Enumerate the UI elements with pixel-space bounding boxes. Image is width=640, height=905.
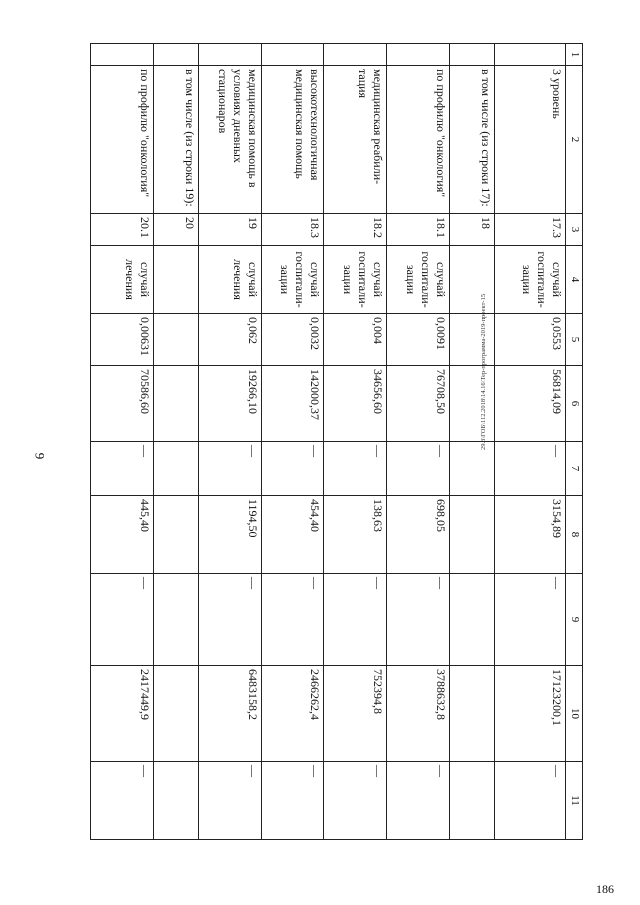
table-cell: 2466262,4 — [261, 666, 324, 762]
table-cell — [450, 666, 495, 762]
table-cell — [450, 44, 495, 66]
table-cell: — — [494, 442, 565, 496]
col-header: 11 — [566, 762, 583, 840]
rotated-table-container — [90, 43, 583, 839]
table-cell: — — [261, 762, 324, 840]
table-cell: 752394,8 — [324, 666, 387, 762]
table-cell: 0,062 — [198, 314, 261, 366]
table-cell: 0,0553 — [494, 314, 565, 366]
table-cell — [153, 246, 198, 314]
table-cell: по профилю "онкология" — [387, 66, 450, 214]
table-cell — [153, 314, 198, 366]
table-cell: 698,05 — [387, 496, 450, 574]
table-cell: 0,0091 — [387, 314, 450, 366]
table-cell: 19 — [198, 214, 261, 246]
table-cell: 0,0032 — [261, 314, 324, 366]
table-cell: 138,63 — [324, 496, 387, 574]
table-cell — [91, 44, 154, 66]
table-cell: 34656,60 — [324, 366, 387, 442]
col-header: 2 — [566, 66, 583, 214]
table-cell: в том числе (из строки 19): — [153, 66, 198, 214]
folio-number: 186 — [596, 882, 614, 896]
table-cell — [450, 442, 495, 496]
table-cell: 0,004 — [324, 314, 387, 366]
table-cell: — — [198, 574, 261, 666]
table-cell — [153, 366, 198, 442]
table-cell — [261, 44, 324, 66]
col-header: 6 — [566, 366, 583, 442]
table-cell: — — [198, 762, 261, 840]
col-header: 4 — [566, 246, 583, 314]
table-cell — [450, 314, 495, 366]
table-cell — [153, 666, 198, 762]
table-cell: 0,00631 — [91, 314, 154, 366]
table-cell — [450, 496, 495, 574]
table-cell: 18.1 — [387, 214, 450, 246]
table-cell: 56814,09 — [494, 366, 565, 442]
table-cell: — — [387, 442, 450, 496]
table-cell: — — [91, 762, 154, 840]
table-row — [450, 44, 495, 840]
table-cell: 76708,50 — [387, 366, 450, 442]
table-cell: медицинская реабили-тация — [324, 66, 387, 214]
table-cell: 70586,60 — [91, 366, 154, 442]
table-cell: — — [91, 442, 154, 496]
table-cell — [153, 496, 198, 574]
table-cell — [450, 762, 495, 840]
table-cell — [450, 366, 495, 442]
table-cell: 454,40 — [261, 496, 324, 574]
table-cell — [494, 44, 565, 66]
table-cell: 142000,37 — [261, 366, 324, 442]
col-header: 10 — [566, 666, 583, 762]
table-cell: 6483158,2 — [198, 666, 261, 762]
table-cell: 20.1 — [91, 214, 154, 246]
table-cell — [450, 574, 495, 666]
table-cell: — — [324, 574, 387, 666]
header-row — [566, 44, 583, 840]
table-cell — [324, 44, 387, 66]
table-cell: — — [387, 574, 450, 666]
table-cell: 18.2 — [324, 214, 387, 246]
data-table — [90, 43, 583, 840]
table-cell: высокотехнологичная медицинская помощь — [261, 66, 324, 214]
table-cell: — — [91, 574, 154, 666]
table-cell — [153, 442, 198, 496]
table-cell: 17.3 — [494, 214, 565, 246]
table-cell: случай госпитали-зации — [494, 246, 565, 314]
table-cell: случай лечения — [198, 246, 261, 314]
table-cell: 3788632,8 — [387, 666, 450, 762]
col-header: 5 — [566, 314, 583, 366]
col-header: 7 — [566, 442, 583, 496]
table-cell — [153, 44, 198, 66]
table-cell: 2417449,9 — [91, 666, 154, 762]
table-cell: 1194,50 — [198, 496, 261, 574]
table-cell: 20 — [153, 214, 198, 246]
table-cell — [450, 246, 495, 314]
table-row — [198, 44, 261, 840]
table-cell: случай лечения — [91, 246, 154, 314]
table-cell: — — [387, 762, 450, 840]
table-cell: 18.3 — [261, 214, 324, 246]
col-header: 1 — [566, 44, 583, 66]
page-number: 9 — [32, 452, 48, 460]
table-cell: в том числе (из строки 17): — [450, 66, 495, 214]
table-cell: 3154,89 — [494, 496, 565, 574]
table-row — [153, 44, 198, 840]
table-cell: 19266,10 — [198, 366, 261, 442]
table-cell: 3 уровень — [494, 66, 565, 214]
table-cell: — — [324, 442, 387, 496]
table-cell: — — [261, 442, 324, 496]
table-cell: 445,40 — [91, 496, 154, 574]
table-row — [387, 44, 450, 840]
table-cell — [387, 44, 450, 66]
table-cell: — — [261, 574, 324, 666]
table-cell: случай госпитали-зации — [387, 246, 450, 314]
table-cell — [153, 574, 198, 666]
table-row — [494, 44, 565, 840]
table-cell: — — [198, 442, 261, 496]
table-row — [324, 44, 387, 840]
table-cell: — — [494, 762, 565, 840]
table-cell: — — [324, 762, 387, 840]
col-header: 8 — [566, 496, 583, 574]
col-header: 3 — [566, 214, 583, 246]
table-cell — [153, 762, 198, 840]
table-cell: 18 — [450, 214, 495, 246]
table-row — [261, 44, 324, 840]
document-stamp: 29.3\ГОБ\112.2018\14.16\Тер-программа-2019-проект-15 — [480, 293, 487, 450]
col-header: 9 — [566, 574, 583, 666]
table-cell: 17123200,1 — [494, 666, 565, 762]
table-cell: по профилю "онкология" — [91, 66, 154, 214]
table-cell: медицинская помощь в условиях дневных стационаров — [198, 66, 261, 214]
table-cell: — — [494, 574, 565, 666]
table-row — [91, 44, 154, 840]
table-cell: случай госпитали-зации — [324, 246, 387, 314]
table-cell — [198, 44, 261, 66]
table-cell: случай госпитали-зации — [261, 246, 324, 314]
